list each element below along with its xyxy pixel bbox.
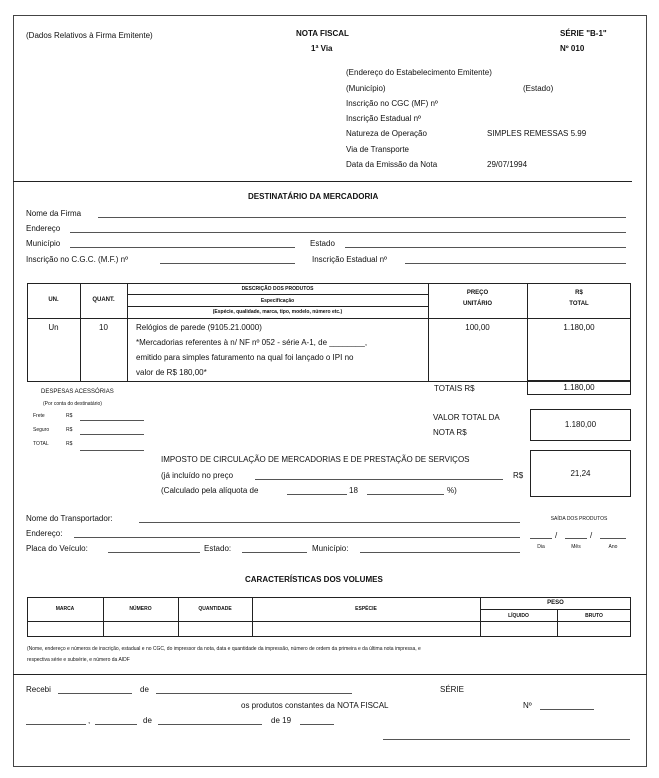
- receipt-number-label: Nº: [523, 701, 532, 710]
- note-total-label-2: NOTA R$: [433, 428, 467, 437]
- row-un: Un: [48, 323, 59, 332]
- receipt-date-of-2: de 19: [271, 716, 292, 725]
- expenses-title: DESPESAS ACESSÓRIAS: [41, 389, 114, 395]
- row-desc-line-1: Relógios de parede (9105.21.0000): [136, 323, 262, 332]
- col-desc-header: DESCRIÇÃO DOS PRODUTOS: [241, 286, 314, 292]
- printer-note-line-2: respectiva série e subsérie, e número da AIDF: [27, 657, 130, 663]
- transport-label: Via de Transporte: [346, 145, 410, 154]
- signature-line: [383, 739, 630, 740]
- issuer-label: (Dados Relativos à Firma Emitente): [26, 31, 153, 40]
- col-number-header: NÚMERO: [129, 606, 152, 612]
- row-desc-line-4: valor de R$ 180,00*: [136, 368, 207, 377]
- icms-line-2: (já incluído no preço: [161, 471, 234, 480]
- col-weight-header: PESO: [547, 600, 564, 606]
- vehicle-state-label: Estado:: [204, 544, 232, 553]
- recipient-city-label: Município: [26, 239, 61, 248]
- vehicle-city-label: Município:: [312, 544, 349, 553]
- insurance-currency: R$: [66, 427, 73, 433]
- emission-date-value: 29/07/1994: [487, 160, 528, 169]
- row-desc-line-3: emitido para simples faturamento na qual foi lançado o IPI no: [136, 353, 354, 362]
- printer-note-line-1: (Nome, endereço e números de inscrição, estadual e no CGC, do impressor da nota, data e quantidade da impressão, número de ordem da primeira e da última nota impressa, e: [27, 646, 421, 652]
- exit-title: SAÍDA DOS PRODUTOS: [550, 516, 608, 522]
- icms-line-1: IMPOSTO DE CIRCULAÇÃO DE MERCADORIAS E DE PRESTAÇÃO DE SERVIÇOS: [161, 455, 470, 464]
- col-un-header: UN.: [48, 297, 59, 303]
- invoice-number: Nº 010: [560, 44, 585, 53]
- col-net-header: LÍQUIDO: [508, 613, 529, 619]
- col-quantity-header: QUANTIDADE: [198, 606, 232, 612]
- issuer-state-label: (Estado): [523, 84, 554, 93]
- insurance-label: Seguro: [33, 427, 50, 433]
- col-total-header-1: R$: [575, 290, 583, 296]
- expenses-total-label: TOTAL: [33, 441, 49, 447]
- row-unit-price: 100,00: [465, 323, 490, 332]
- nota-fiscal-form: (Dados Relativos à Firma Emitente) NOTA FISCAL 1ª Via SÉRIE "B-1" Nº 010 (Endereço do Estabelecimento Emitente) (Município) (Estado) Inscrição no CGC (MF) nº Inscrição Estadual nº Natureza de Operação SIMPLES REMESSAS 5.99 Via de Transporte Data da Emissão da Nota 29/07/1994 DESTINATÁRIO DA MERCADORIA Nome da Firma Endereço Município Estado Inscrição no C.G.C. (M.F.) nº Inscrição Estadual nº UN. QUANT. DESCRIÇÃO DOS PRODUTOS Especificação (Espécie, qualidade, marca, tipo, modelo, número etc.) PREÇO UNITÁRIO R$ TOTAL Un 10 Relógios de parede (9105.21.0000) *Mercadorias referentes à n/ NF nº 052 - série A-1, de ________, emitido para simples faturamento na qual foi lançado o IPI no valor de R$ 180,00* 100,00 1.180,00 TOTAIS R$ 1.180,00 DESPESAS ACESSÓRIAS (Por conta do destinatário) Frete R$ Seguro R$ TOTAL R$ VALOR TOTAL DA NOTA R$ 1.180,00 IMPOSTO DE CIRCULAÇÃO DE MERCADORIAS E DE PRESTAÇÃO DE SERVIÇOS (já incluído no preço R$ (Calculado pela alíquota de 18 %) 21,24 Nome do Transportador: Endereço: Placa do Veículo: Estado: Município: SAÍDA DOS PRODUTOS / / Dia Mês Ano CARACTERÍSTICAS DOS VOLUMES MARCA NÚMERO QUANTIDADE ESPÉCIE PESO LÍQUIDO BRUTO (Nome, endereço e números de inscrição, estadual e no CGC, do impressor da nota, data e quantidade da impressão, número de ordem da primeira e da última nota impressa, e respectiva série e subsérie, e número da AIDF Recebi de SÉRIE os produtos constantes da NOTA FISCAL Nº , de de 19: [0, 0, 659, 778]
- issuer-cgc-label: Inscrição no CGC (MF) nº: [346, 99, 438, 108]
- row-desc-line-2: *Mercadorias referentes à n/ NF nº 052 - série A-1, de ________,: [136, 338, 368, 347]
- recipient-section-title: DESTINATÁRIO DA MERCADORIA: [248, 192, 379, 201]
- col-gross-header: BRUTO: [585, 613, 603, 619]
- issuer-city-label: (Município): [346, 84, 386, 93]
- receipt-products-label: os produtos constantes da NOTA FISCAL: [241, 701, 389, 710]
- expenses-total-currency: R$: [66, 441, 73, 447]
- exit-month-label: Mês: [571, 544, 581, 550]
- col-spec-header: Especificação: [260, 298, 295, 304]
- issuer-state-reg-label: Inscrição Estadual nº: [346, 114, 421, 123]
- col-unit-price-header-1: PREÇO: [466, 290, 489, 296]
- col-species-header: ESPÉCIE: [355, 606, 377, 612]
- recipient-cgc-label: Inscrição no C.G.C. (M.F.) nº: [26, 255, 129, 264]
- document-title: NOTA FISCAL: [296, 29, 349, 38]
- serie-label: SÉRIE "B-1": [560, 29, 607, 38]
- recipient-name-label: Nome da Firma: [26, 209, 82, 218]
- carrier-address-label: Endereço:: [26, 529, 63, 538]
- note-total-label-1: VALOR TOTAL DA: [433, 413, 500, 422]
- totals-label: TOTAIS R$: [434, 384, 475, 393]
- operation-value: SIMPLES REMESSAS 5.99: [487, 129, 587, 138]
- totals-value: 1.180,00: [563, 383, 595, 392]
- receipt-date-of-1: de: [143, 716, 152, 725]
- operation-label: Natureza de Operação: [346, 129, 427, 138]
- icms-currency: R$: [513, 471, 524, 480]
- freight-currency: R$: [66, 413, 73, 419]
- exit-year-label: Ano: [608, 544, 618, 550]
- exit-day-label: Dia: [537, 544, 545, 550]
- issuer-address-label: (Endereço do Estabelecimento Emitente): [346, 68, 492, 77]
- recipient-state-label: Estado: [310, 239, 335, 248]
- emission-date-label: Data da Emissão da Nota: [346, 160, 438, 169]
- vehicle-plate-label: Placa do Veículo:: [26, 544, 88, 553]
- col-unit-price-header-2: UNITÁRIO: [463, 301, 492, 307]
- receipt-serie-label: SÉRIE: [440, 685, 465, 694]
- via-label: 1ª Via: [311, 44, 333, 53]
- col-spec-sub-header: (Espécie, qualidade, marca, tipo, modelo, número etc.): [212, 309, 343, 315]
- volumes-section-title: CARACTERÍSTICAS DOS VOLUMES: [245, 575, 383, 584]
- col-qty-header: QUANT.: [92, 297, 115, 303]
- note-total-value: 1.180,00: [564, 420, 597, 429]
- recipient-address-label: Endereço: [26, 224, 61, 233]
- col-total-header-2: TOTAL: [569, 301, 589, 307]
- received-of-label: de: [140, 685, 149, 694]
- row-total: 1.180,00: [563, 323, 595, 332]
- icms-line-3b: %): [447, 486, 457, 495]
- row-qty: 10: [99, 323, 108, 332]
- recipient-state-reg-label: Inscrição Estadual nº: [312, 255, 387, 264]
- freight-label: Frete: [33, 413, 45, 419]
- received-label: Recebi: [26, 685, 51, 694]
- icms-line-3a: (Calculado pela alíquota de: [161, 486, 259, 495]
- expenses-subtitle: (Por conta do destinatário): [43, 401, 102, 407]
- icms-rate: 18: [349, 486, 358, 495]
- icms-value: 21,24: [570, 469, 591, 478]
- carrier-label: Nome do Transportador:: [26, 514, 113, 523]
- col-brand-header: MARCA: [55, 606, 75, 612]
- divider: [13, 181, 632, 182]
